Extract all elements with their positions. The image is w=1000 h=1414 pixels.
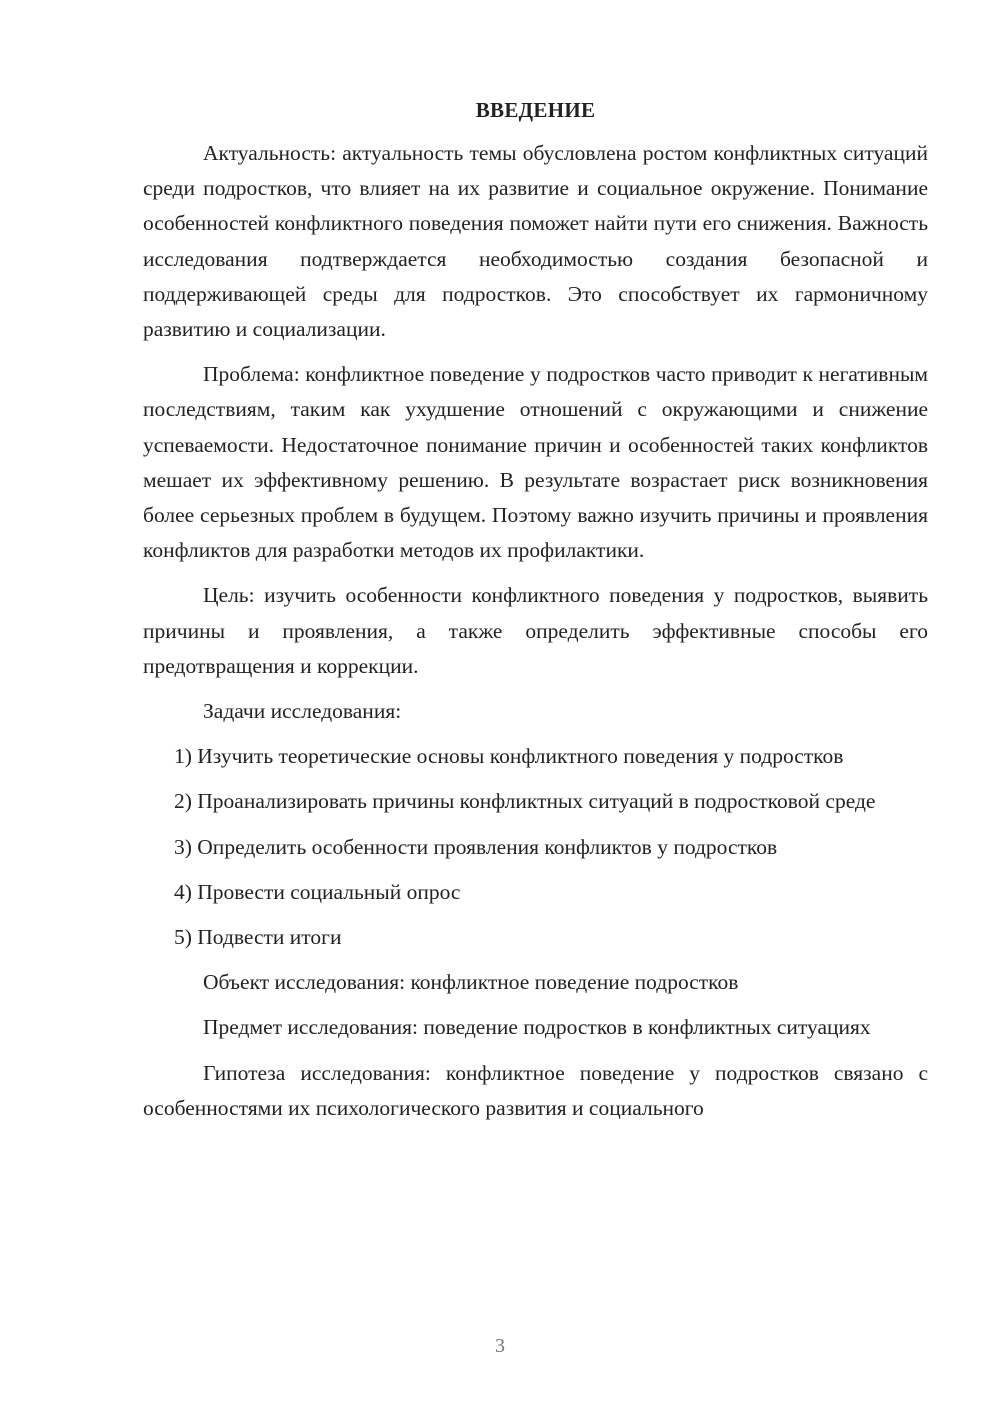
document-page: [143, 96, 928, 1136]
paragraph-goal: Цель: изучить особенности конфликтного поведения у подростков, выявить причины и проявления, а также определить эффективные способы его предотвращения и коррекции.: [143, 583, 928, 678]
tasks-heading: Задачи исследования:: [203, 699, 402, 724]
task-item: 3) Определить особенности проявления конфликтов у подростков: [174, 834, 778, 859]
paragraph-subject: Предмет исследования: поведение подростков в конфликтных ситуациях: [203, 1015, 871, 1040]
task-item: 4) Провести социальный опрос: [174, 879, 461, 904]
page-number: 3: [495, 1335, 505, 1357]
task-item: 5) Подвести итоги: [174, 925, 342, 950]
paragraph-hypothesis: Гипотеза исследования: конфликтное поведение у подростков связано с особенностями их психологического развития и социального: [143, 1060, 928, 1120]
task-item: 2) Проанализировать причины конфликтных ситуаций в подростковой среде: [174, 789, 876, 814]
paragraph-problem: Проблема: конфликтное поведение у подростков часто приводит к негативным последствиям, таким как ухудшение отношений с окружающими и снижение успеваемости. Недостаточное понимание причин и особенностей таких конфликтов мешает их эффективному решению. В результате возрастает риск возникновения более серьезных проблем в будущем. Поэтому важно изучить причины и проявления конфликтов для разработки методов их профилактики.: [143, 362, 928, 563]
paragraph-object: Объект исследования: конфликтное поведение подростков: [203, 970, 739, 995]
task-item: 1) Изучить теоретические основы конфликтного поведения у подростков: [174, 744, 844, 769]
section-title: ВВЕДЕНИЕ: [475, 98, 596, 122]
paragraph-relevance: Актуальность: актуальность темы обусловлена ростом конфликтных ситуаций среди подростков, что влияет на их развитие и социальное окружение. Понимание особенностей конфликтного поведения поможет найти пути его снижения. Важность исследования подтверждается необходимостью создания безопасной и поддерживающей среды для подростков. Это способствует их гармоничному развитию и социализации.: [143, 141, 928, 342]
tasks-list: [143, 739, 928, 955]
